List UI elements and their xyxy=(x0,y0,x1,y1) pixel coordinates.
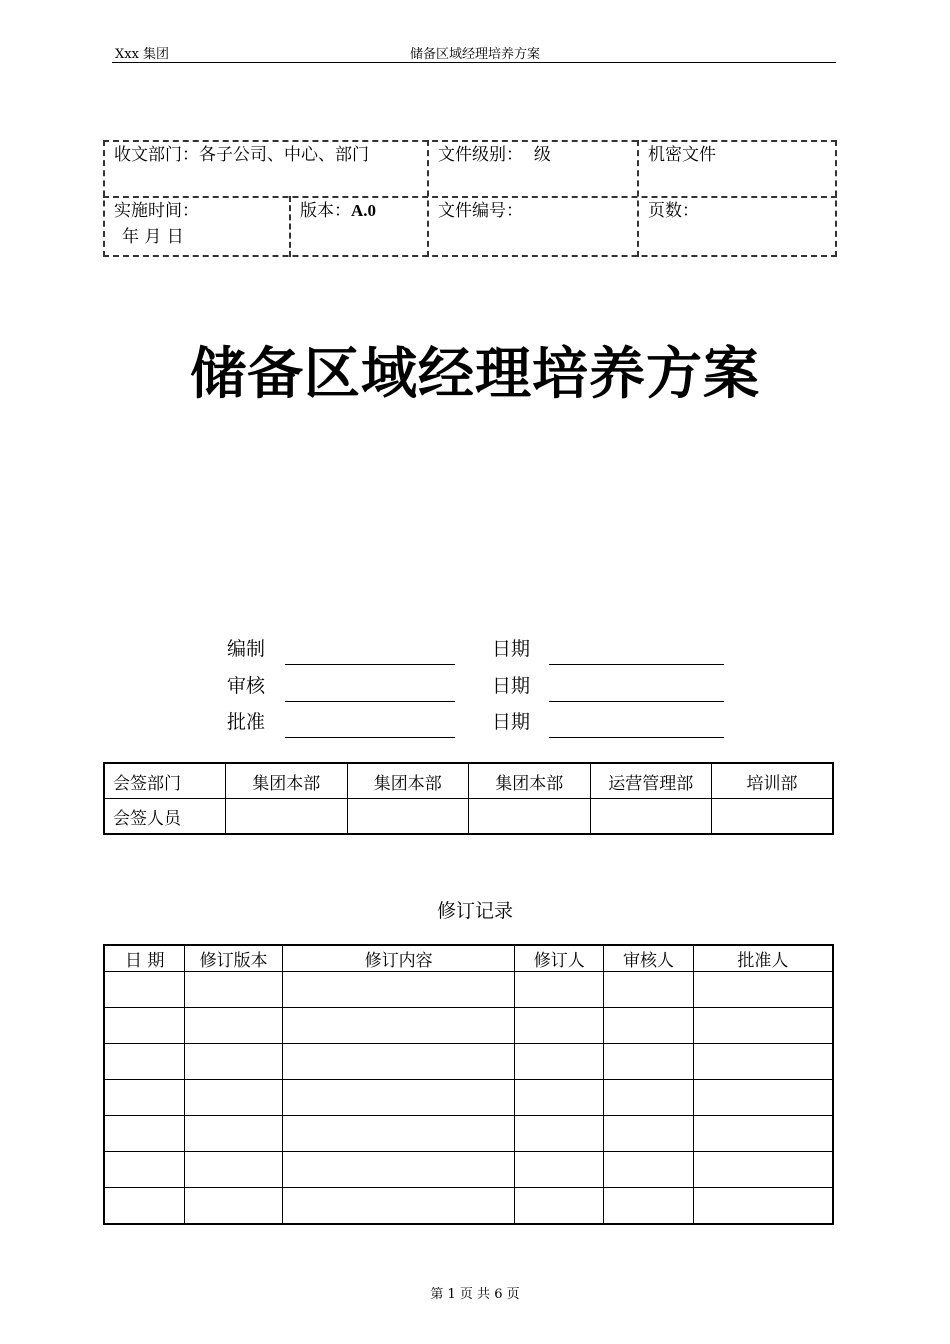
revision-cell[interactable] xyxy=(185,1008,283,1044)
approved-signature-line[interactable] xyxy=(285,737,455,738)
revision-cell[interactable] xyxy=(283,1080,515,1116)
header-doc-title: 储备区域经理培养方案 xyxy=(409,47,540,62)
revision-cell[interactable] xyxy=(515,1188,604,1225)
countersign-dept-row xyxy=(104,763,833,799)
revision-cell[interactable] xyxy=(283,1116,515,1152)
revision-cell[interactable] xyxy=(604,1152,694,1188)
countersign-dept-cell: 运营管理部 xyxy=(590,763,712,799)
revision-cell[interactable] xyxy=(104,1044,185,1080)
revision-cell[interactable] xyxy=(185,1152,283,1188)
countersign-staff-cell[interactable] xyxy=(469,799,591,835)
revision-cell[interactable] xyxy=(283,1188,515,1225)
revision-cell[interactable] xyxy=(104,1008,185,1044)
revision-row xyxy=(104,1080,833,1116)
prepared-signature-line[interactable] xyxy=(285,664,455,665)
revision-cell[interactable] xyxy=(604,1044,694,1080)
page-count-label: 页数： xyxy=(648,201,699,221)
revision-cell[interactable] xyxy=(515,1044,604,1080)
approved-label: 批准 xyxy=(227,711,266,733)
countersign-dept-cell: 集团本部 xyxy=(469,763,591,799)
prepared-date-label: 日期 xyxy=(492,638,531,660)
header-rule xyxy=(112,62,836,63)
countersign-staff-cell[interactable] xyxy=(347,799,469,835)
prepared-date-line[interactable] xyxy=(549,664,724,665)
revision-col-reviewer: 审核人 xyxy=(604,945,694,972)
revision-cell[interactable] xyxy=(515,1008,604,1044)
approved-date-label: 日期 xyxy=(492,711,531,733)
revision-cell[interactable] xyxy=(185,1116,283,1152)
approved-date-line[interactable] xyxy=(549,737,724,738)
revision-cell[interactable] xyxy=(515,1152,604,1188)
document-info-box xyxy=(103,140,837,257)
revision-cell[interactable] xyxy=(104,1188,185,1225)
file-number-label: 文件编号： xyxy=(438,201,523,221)
revision-cell[interactable] xyxy=(604,972,694,1008)
revision-header-row xyxy=(104,945,833,972)
revision-col-reviser: 修订人 xyxy=(515,945,604,972)
revision-cell[interactable] xyxy=(515,972,604,1008)
revision-cell[interactable] xyxy=(515,1080,604,1116)
countersign-dept-cell: 培训部 xyxy=(712,763,834,799)
revision-cell[interactable] xyxy=(283,1152,515,1188)
revision-row xyxy=(104,1188,833,1225)
confidential-label: 机密文件 xyxy=(648,145,716,165)
page-title: 储备区域经理培养方案 xyxy=(190,342,760,407)
revision-cell[interactable] xyxy=(693,1152,833,1188)
reviewed-date-line[interactable] xyxy=(549,701,724,702)
revision-cell[interactable] xyxy=(185,972,283,1008)
page-footer: 第 1 页 共 6 页 xyxy=(430,1287,520,1302)
file-level-label: 文件级别： xyxy=(438,145,523,165)
revision-cell[interactable] xyxy=(185,1080,283,1116)
header-company: Xxx 集团 xyxy=(115,47,170,62)
countersign-table xyxy=(103,762,834,835)
revision-cell[interactable] xyxy=(693,1044,833,1080)
revision-cell[interactable] xyxy=(693,1188,833,1225)
revision-cell[interactable] xyxy=(185,1044,283,1080)
file-level xyxy=(429,140,637,170)
effective-time-date: 年 月 日 xyxy=(122,227,184,247)
revision-record-title: 修订记录 xyxy=(436,900,513,922)
revision-cell[interactable] xyxy=(604,1188,694,1225)
countersign-dept-label: 会签部门 xyxy=(104,763,226,799)
file-level-value: 级 xyxy=(533,145,551,165)
revision-cell[interactable] xyxy=(515,1116,604,1152)
reviewed-date-label: 日期 xyxy=(492,675,531,697)
revision-cell[interactable] xyxy=(693,1008,833,1044)
revision-cell[interactable] xyxy=(604,1080,694,1116)
effective-time-label: 实施时间： xyxy=(114,201,199,221)
reviewed-signature-line[interactable] xyxy=(285,701,455,702)
revision-cell[interactable] xyxy=(604,1116,694,1152)
countersign-dept-cell: 集团本部 xyxy=(226,763,348,799)
version-label: 版本： xyxy=(300,201,351,221)
revision-col-date: 日 期 xyxy=(104,945,185,972)
revision-col-content: 修订内容 xyxy=(283,945,515,972)
reviewed-label: 审核 xyxy=(227,675,266,697)
version xyxy=(291,196,427,226)
recipient-dept: 收文部门：各子公司、中心、部门 xyxy=(114,145,369,165)
effective-time xyxy=(105,196,289,252)
revision-cell[interactable] xyxy=(693,1080,833,1116)
revision-cell[interactable] xyxy=(283,1008,515,1044)
revision-table xyxy=(103,944,834,1225)
revision-cell[interactable] xyxy=(283,972,515,1008)
revision-cell[interactable] xyxy=(693,1116,833,1152)
revision-row xyxy=(104,1044,833,1080)
revision-col-approver: 批准人 xyxy=(693,945,833,972)
countersign-staff-cell[interactable] xyxy=(590,799,712,835)
countersign-staff-row xyxy=(104,799,833,835)
revision-cell[interactable] xyxy=(185,1188,283,1225)
prepared-label: 编制 xyxy=(227,638,266,660)
countersign-staff-cell[interactable] xyxy=(226,799,348,835)
countersign-dept-cell: 集团本部 xyxy=(347,763,469,799)
revision-row xyxy=(104,972,833,1008)
revision-cell[interactable] xyxy=(104,1152,185,1188)
revision-row xyxy=(104,1152,833,1188)
revision-cell[interactable] xyxy=(104,1116,185,1152)
revision-cell[interactable] xyxy=(104,1080,185,1116)
version-value: A.0 xyxy=(351,201,377,220)
countersign-staff-label: 会签人员 xyxy=(104,799,226,835)
revision-cell[interactable] xyxy=(693,972,833,1008)
revision-row xyxy=(104,1116,833,1152)
revision-cell[interactable] xyxy=(604,1008,694,1044)
countersign-staff-cell[interactable] xyxy=(712,799,834,835)
revision-row xyxy=(104,1008,833,1044)
revision-cell[interactable] xyxy=(104,972,185,1008)
revision-cell[interactable] xyxy=(283,1044,515,1080)
revision-col-version: 修订版本 xyxy=(185,945,283,972)
